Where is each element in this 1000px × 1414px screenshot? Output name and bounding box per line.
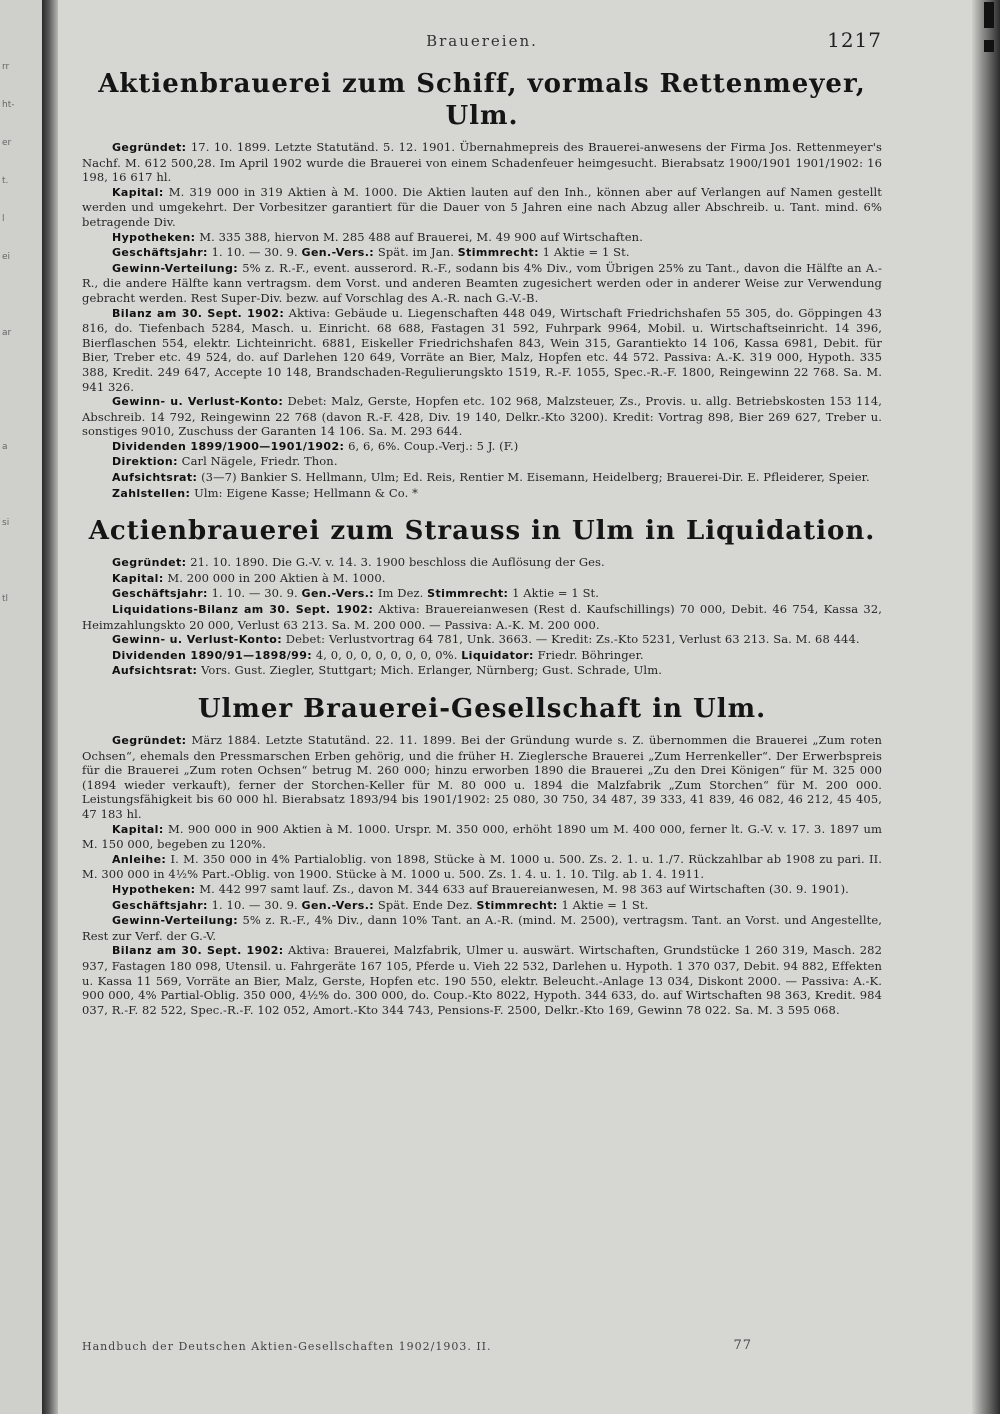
facing-page-fragment: l [2,214,5,224]
entry-key: Aufsichtsrat: [112,471,198,485]
facing-page-fragment: si [2,518,10,528]
entry-paragraph [82,822,882,852]
entry-key: Dividenden 1890/91—1898/99: [112,648,313,662]
entry-key: Stimmrecht: [427,587,509,601]
entry-text: I. M. 350 000 in 4% Partialoblig. von 1898, Stücke à M. 1000 u. 500. Zs. 2. 1. u. 1./7. Rückzahlbar ab 1908 zu pari. II. M. 300 000 in 4½% Part.-Oblig. von 1900. Stücke à M. 1000 u. 500. Zs. 1. 4. u. 1. 10. Tilg. ab 1. 4. 1911. [82,851,882,882]
entry-text: 1 Aktie = 1 St. [508,586,600,601]
entry-paragraph [82,439,882,455]
entry-key: Stimmrecht: [476,898,558,912]
entry-paragraph [82,185,882,230]
facing-page-fragment [2,554,38,568]
entry-text: 21. 10. 1890. Die G.-V. v. 14. 3. 1900 beschloss die Auflösung der Ges. [186,555,605,570]
entry-text: Aktiva: Gebäude u. Liegenschaften 448 049, Wirtschaft Friedrichshafen 55 305, do. Göppingen 43 816, do. Tiefenbach 5284, Masch. u. Einricht. 68 688, Fastagen 31 592, Fuhrpark 9964, Mobil. u. Wirtschaftseinricht. 14 396, Bierflaschen 554, elektr. Lichteinricht. 6881, Eiskeller Friedrichshafen 843, Wein 315, Garantiekto 14 106, Kassa 6981, Debit. für Bier, Treber etc. 49 524, do. auf Darlehen 120 649, Vorräte an Bier, Malz, Hopfen etc. 44 572. Passiva: A.-K. 319 000, Hypoth. 335 388, Kredit. 249 647, Accepte 10 148, Brandschaden-Regulierungskto 1519, R.-F. 1055, Spec.-R.-F. 1800, Reingewinn 22 768. Sa. M. 941 326. [82,305,882,394]
entry-key: Gen.-Vers.: [301,898,375,912]
entry-key: Liquidator: [461,648,534,662]
running-head: Brauereien. [426,32,538,50]
entry-text: 17. 10. 1899. Letzte Statutänd. 5. 12. 1901. Übernahmepreis des Brauerei-anwesens der Firma Jos. Rettenmeyer's Nachf. M. 612 500,28. Im April 1902 wurde die Brauerei von einem Schadenfeuer heimgesucht. Bierabsatz 1900/1901 1901/1902: 16 198, 16 617 hl. [82,140,882,185]
entry-key: Geschäftsjahr: [112,898,208,912]
entry-text: 6, 6, 6%. Coup.-Verj.: 5 J. (F.) [344,438,519,453]
entry-key: Kapital: [112,185,164,199]
entry-key: Gewinn-Verteilung: [112,914,239,928]
entry-key: Kapital: [112,571,164,585]
facing-page-fragment: tl [2,594,9,604]
printer-signature: 77 [733,1338,752,1353]
entry-key: Dividenden 1899/1900—1901/1902: [112,439,345,453]
entry-key: Geschäftsjahr: [112,587,208,601]
facing-page-fragment: a [2,442,8,452]
entry-key: Stimmrecht: [457,246,539,260]
entry-text: Ulm: Eigene Kasse; Hellmann & Co. * [190,485,418,500]
facing-page-fragment: rr [2,62,10,72]
entry-paragraph [82,733,882,822]
entry-key: Bilanz am 30. Sept. 1902: [112,944,284,958]
entry-paragraph [82,555,882,571]
entry-paragraph [82,943,882,1017]
entry-key: Kapital: [112,822,164,836]
facing-page-fragment [2,630,38,644]
entry-key: Geschäftsjahr: [112,246,208,260]
entry-key: Gewinn- u. Verlust-Konto: [112,633,283,647]
facing-page-fragments [2,60,38,880]
entry-text: 5% z. R.-F., 4% Div., dann 10% Tant. an A.-R. (mind. M. 2500), vertragsm. Tant. an Vorst. und Angestellte, Rest zur Verf. der G.-V. [82,913,882,943]
entry-paragraph [82,913,882,943]
entry-text: 1 Aktie = 1 St. [557,897,649,912]
entry-text: 4, 0, 0, 0, 0, 0, 0, 0, 0%. [312,647,462,662]
entry-paragraph [82,663,882,679]
entry-text: März 1884. Letzte Statutänd. 22. 11. 1899. Bei der Gründung wurde s. Z. übernommen die Brauerei „Zum roten Ochsen“, ehemals den Pressmarschen Erben gehörig, und die früher H. Zieglersche Brauerei „Zum Herrenkeller“. Der Erwerbspreis für die Brauerei „Zum roten Ochsen“ betrug M. 260 000; hinzu erworben 1890 die Brauerei „Zu den Drei Königen“ für M. 325 000 (1894 wieder verkauft), ferner der Storchen-Keller für M. 80 000 u. 1894 die Malzfabrik „Zum Storchen“ für M. 200 000. Leistungsfähigkeit bis 60 000 hl. Bierabsatz 1893/94 bis 1901/1902: 25 080, 30 750, 34 487, 39 333, 41 839, 46 082, 46 212, 45 405, 47 183 hl. [82,733,882,821]
entry-text: Carl Nägele, Friedr. Thon. [177,454,338,469]
entry-text: Aktiva: Brauereianwesen (Rest d. Kaufschillings) 70 000, Debit. 46 754, Kassa 32, Heimzahlungskto 20 000, Verlust 63 213. Sa. M. 200 000. — Passiva: A.-K. M. 200 000. [82,602,883,632]
entry-key: Gegründet: [112,556,187,570]
entry-key: Gegründet: [112,734,187,747]
entry-paragraph [82,586,882,602]
entry-text: Debet: Verlustvortrag 64 781, Unk. 3663. — Kredit: Zs.-Kto 5231, Verlust 63 213. Sa. M. 68 444. [282,632,860,647]
entry-text: (3—7) Bankier S. Hellmann, Ulm; Ed. Reis, Rentier M. Eisemann, Heidelberg; Brauerei-Dir. E. Pfleiderer, Speier. [197,470,870,485]
entry-paragraph [82,140,882,185]
page-number: 1217 [827,28,882,52]
facing-page-fragment: er [2,138,12,148]
entry-paragraph [82,852,882,882]
entry-key: Gewinn-Verteilung: [112,261,239,275]
entry-key: Aufsichtsrat: [112,664,198,678]
entry-paragraph [82,486,882,502]
entry-text: Aktiva: Brauerei, Malzfabrik, Ulmer u. auswärt. Wirtschaften, Grundstücke 1 260 319, Masch. 282 937, Fastagen 180 098, Utensil. u. Fahrgeräte 167 105, Pferde u. Vieh 22 532, Darlehen u. Hypoth. 1 370 037, Debit. 94 882, Effekten u. Kassa 11 569, Vorräte an Bier, Malz, Gerste, Hopfen etc. 190 550, elektr. Beleucht.-Anlage 13 034, Diskont 2000. — Passiva: A.-K. 900 000, 4% Partial-Oblig. 350 000, 4½% do. 300 000, do. Coup.-Kto 8022, Hypoth. 344 633, do. auf Wirtschaften 98 363, Kredit. 984 037, R.-F. 82 522, Spec.-R.-F. 102 052, Amort.-Kto 344 743, Pensions-F. 2500, Delkr.-Kto 169, Gewinn 78 022. Sa. M. 3 595 068. [82,943,882,1017]
entry-text: 5% z. R.-F., event. ausserord. R.-F., sodann bis 4% Div., vom Übrigen 25% zu Tant., davon die Hälfte an A.-R., die andere Hälfte kann vertragsm. dem Vorst. und anderen Beamten zugesichert werden oder in anderer Weise zur Verwendung gebracht werden. Rest Super-Div. bezw. auf Vorschlag des A.-R. nach G.-V.-B. [82,260,882,305]
facing-page-fragment: ar [2,328,12,338]
edge-mark [984,40,994,52]
facing-page-fragment [2,478,38,492]
entry-paragraph [82,454,882,470]
company-title: Aktienbrauerei zum Schiff, vormals Rettenmeyer, Ulm. [98,69,866,131]
entry-text: M. 442 997 samt lauf. Zs., davon M. 344 633 auf Brauereianwesen, M. 98 363 auf Wirtschaften (30. 9. 1901). [195,881,849,896]
entry-key: Gegründet: [112,141,187,154]
entry-paragraph [82,230,882,246]
entry-key: Hypotheken: [112,230,196,244]
entry-paragraph [82,632,882,648]
footer-imprint: Handbuch der Deutschen Aktien-Gesellschaften 1902/1903. II. [82,1340,492,1353]
facing-page-edge [0,0,43,1414]
entry-text: Spät. Ende Dez. [374,897,477,912]
entry-text: 1. 10. — 30. 9. [207,897,302,912]
page-edge-right [972,0,1000,1414]
entry-text: M. 335 388, hiervon M. 285 488 auf Brauerei, M. 49 900 auf Wirtschaften. [195,229,643,244]
entry-paragraph [82,306,882,395]
entry-paragraph [82,602,882,632]
facing-page-fragment: t. [2,176,9,186]
company-title: Actienbrauerei zum Strauss in Ulm in Liquidation. [88,516,876,547]
entry-paragraph [82,898,882,914]
facing-page-fragment: ei [2,252,11,262]
entry-key: Zahlstellen: [112,486,191,500]
facing-page-fragment: ht- [2,100,15,110]
book-gutter [42,0,58,1414]
entry-text: 1. 10. — 30. 9. [207,586,302,601]
entry-key: Gewinn- u. Verlust-Konto: [112,395,284,409]
entry-paragraph [82,261,882,306]
edge-mark [984,2,994,28]
entry-text: 1 Aktie = 1 St. [538,245,630,260]
entry-key: Bilanz am 30. Sept. 1902: [112,306,285,320]
entry-text: M. 900 000 in 900 Aktien à M. 1000. Urspr. M. 350 000, erhöht 1890 um M. 400 000, ferner lt. G.-V. v. 17. 3. 1897 um M. 150 000, begeben zu 120%. [82,821,882,852]
facing-page-fragment [2,706,38,720]
page-header [82,28,882,54]
page-footer [82,1340,882,1353]
page-body [82,28,882,1017]
entry-text: Friedr. Böhringer. [533,647,644,662]
entry-text: Debet: Malz, Gerste, Hopfen etc. 102 968, Malzsteuer, Zs., Provis. u. allg. Betriebskosten 153 114, Abschreib. 14 792, Reingewinn 22 768 (davon R.-F. 428, Div. 19 140, Delkr.-Kto 3200). Kredit: Vortrag 898, Bier 269 627, Treber u. sonstiges 9010, Zuschuss der Garanten 14 106. Sa. M. 293 644. [82,394,882,439]
entry-key: Direktion: [112,455,178,469]
entry-text: Spät. im Jan. [374,245,458,260]
entry-key: Hypotheken: [112,882,196,896]
facing-page-fragment [2,668,38,682]
facing-page-fragment [2,364,38,378]
entry-paragraph [82,571,882,587]
entry-text: Im Dez. [374,586,428,601]
facing-page-fragment [2,288,38,302]
entry-key: Gen.-Vers.: [301,246,375,260]
entry-text: Vors. Gust. Ziegler, Stuttgart; Mich. Erlanger, Nürnberg; Gust. Schrade, Ulm. [197,663,662,678]
entry-paragraph [82,882,882,898]
entry-key: Anleihe: [112,852,167,866]
entry-paragraph [82,470,882,486]
entry-text: 1. 10. — 30. 9. [207,245,302,260]
entry-key: Liquidations-Bilanz am 30. Sept. 1902: [112,603,374,617]
entry-text: M. 200 000 in 200 Aktien à M. 1000. [163,570,386,585]
entry-paragraph [82,245,882,261]
entry-key: Gen.-Vers.: [301,587,375,601]
facing-page-fragment [2,402,38,416]
entry-paragraph [82,648,882,664]
company-sections [82,68,882,1017]
company-title: Ulmer Brauerei-Gesellschaft in Ulm. [197,694,767,724]
entry-text: M. 319 000 in 319 Aktien à M. 1000. Die Aktien lauten auf den Inh., können aber auf Verlangen auf Namen gestellt werden und umgekehrt. Der Vorbesitzer garantiert für die Dauer von 5 Jahren eine nach Abzug aller Abschreib. u. Tant. mind. 6% betragende Div. [82,184,882,229]
entry-paragraph [82,394,882,439]
